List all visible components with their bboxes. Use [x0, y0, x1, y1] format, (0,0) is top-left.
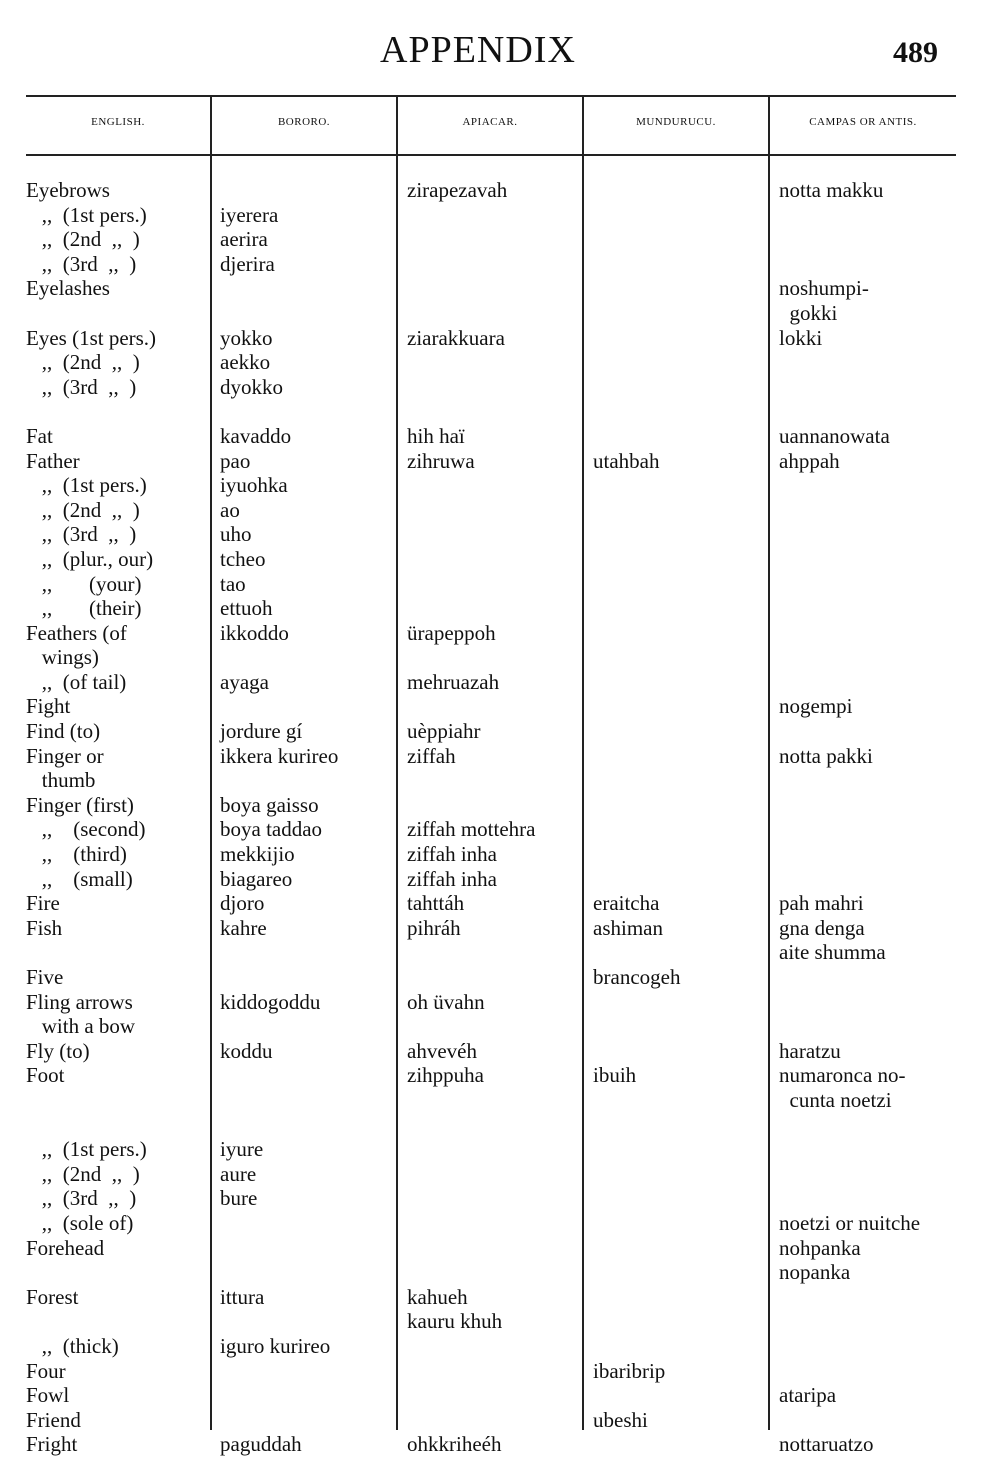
cell-apiacar: zirapezavah	[407, 178, 508, 202]
table-row	[0, 940, 1000, 965]
column-header-english: ENGLISH.	[91, 116, 145, 128]
cell-english: with a bow	[26, 1014, 136, 1039]
cell-english: ,, (3rd ,, )	[26, 251, 137, 276]
cell-english: ,, (second)	[26, 817, 146, 842]
table-row	[0, 1236, 1000, 1261]
table-row	[0, 572, 1000, 597]
cell-apiacar: ziffah inha	[407, 866, 497, 891]
cell-english: Fright	[26, 1432, 78, 1457]
table-row	[0, 1285, 1000, 1310]
cell-campas: ahppah	[779, 448, 840, 473]
table-row	[0, 645, 1000, 670]
cell-english: Fire	[26, 891, 60, 916]
cell-bororo: ittura	[220, 1284, 265, 1309]
cell-english: Forehead	[26, 1235, 105, 1260]
cell-munducuru: utahbah	[593, 448, 660, 473]
table-row	[0, 1211, 1000, 1236]
cell-apiacar: uèppiahr	[407, 719, 481, 744]
cell-english: ,, (1st pers.)	[26, 473, 147, 498]
table-row	[0, 1309, 1000, 1334]
cell-apiacar: hih haï	[407, 423, 465, 448]
table-row	[0, 670, 1000, 695]
table-row	[0, 793, 1000, 818]
cell-bororo: ayaga	[220, 669, 269, 694]
cell-bororo: aekko	[220, 350, 271, 375]
cell-munducuru: brancogeh	[593, 965, 681, 989]
table-row	[0, 965, 1000, 990]
cell-english: Fly (to)	[26, 1038, 90, 1063]
cell-english: ,, (3rd ,, )	[26, 522, 137, 547]
cell-bororo: paguddah	[220, 1432, 302, 1457]
table-row	[0, 326, 1000, 351]
cell-campas: aite shumma	[779, 940, 886, 965]
cell-english: ,, (their)	[26, 596, 142, 621]
cell-campas: haratzu	[779, 1038, 841, 1063]
cell-bororo: ikkera kurireo	[220, 743, 339, 768]
cell-english: Five	[26, 965, 64, 989]
cell-bororo: koddu	[220, 1038, 273, 1063]
cell-bororo: kahre	[220, 915, 267, 940]
cell-english: ,, (small)	[26, 866, 133, 891]
table-row	[0, 1088, 1000, 1113]
table-row	[0, 227, 1000, 252]
cell-bororo: kiddogoddu	[220, 989, 321, 1014]
cell-bororo: iyerera	[220, 202, 279, 227]
cell-english: Eyelashes	[26, 276, 110, 301]
cell-bororo: djerira	[220, 251, 275, 276]
table-row	[0, 1063, 1000, 1088]
cell-campas: uannanowata	[779, 423, 890, 448]
cell-bororo: kavaddo	[220, 423, 292, 448]
cell-bororo: boya taddao	[220, 817, 323, 842]
cell-bororo: aerira	[220, 227, 268, 252]
cell-english: ,, (2nd ,, )	[26, 227, 140, 252]
table-row	[0, 1432, 1000, 1457]
cell-english: ,, (sole of)	[26, 1210, 134, 1235]
cell-bororo: tcheo	[220, 546, 266, 571]
cell-bororo: djoro	[220, 891, 265, 916]
table-row	[0, 842, 1000, 867]
cell-munducuru: ashiman	[593, 915, 663, 940]
cell-campas: nopanka	[779, 1260, 851, 1285]
table-row	[0, 547, 1000, 572]
cell-campas: lokki	[779, 325, 823, 350]
cell-campas: noshumpi-	[779, 276, 869, 301]
cell-bororo: yokko	[220, 325, 273, 350]
cell-bororo: mekkijio	[220, 842, 295, 867]
cell-english: Fish	[26, 915, 63, 940]
table-row	[0, 990, 1000, 1015]
cell-campas: gna denga	[779, 915, 865, 940]
cell-apiacar: zihruwa	[407, 448, 475, 473]
cell-bororo: tao	[220, 571, 246, 596]
cell-apiacar: ürapeppoh	[407, 620, 496, 645]
cell-english: ,, (third)	[26, 842, 127, 867]
table-row	[0, 252, 1000, 277]
table-row	[0, 498, 1000, 523]
cell-english: ,, (2nd ,, )	[26, 1161, 140, 1186]
cell-bororo: ettuoh	[220, 596, 273, 621]
cell-campas: cunta noetzi	[779, 1087, 892, 1112]
cell-bororo: iyuohka	[220, 473, 288, 498]
cell-english: ,, (3rd ,, )	[26, 374, 137, 399]
cell-campas: noetzi or nuitche	[779, 1210, 921, 1235]
cell-apiacar: ziarakkuara	[407, 325, 505, 350]
cell-apiacar: tahttáh	[407, 891, 465, 916]
cell-bororo: dyokko	[220, 374, 283, 399]
cell-english: ,, (2nd ,, )	[26, 497, 140, 522]
cell-english: Feathers (of	[26, 620, 127, 645]
table-row	[0, 1162, 1000, 1187]
cell-apiacar: ahvevéh	[407, 1038, 477, 1063]
vocabulary-table	[0, 178, 1000, 1457]
column-header-munducuru: MUNDURUCU.	[636, 116, 716, 128]
table-row	[0, 867, 1000, 892]
cell-english: Finger or	[26, 743, 104, 768]
table-row	[0, 1334, 1000, 1359]
table-row	[0, 1383, 1000, 1408]
cell-bororo: uho	[220, 522, 252, 547]
table-row	[0, 350, 1000, 375]
cell-campas: numaronca no-	[779, 1063, 906, 1088]
cell-apiacar: zihppuha	[407, 1063, 484, 1088]
table-row	[0, 424, 1000, 449]
table-row	[0, 276, 1000, 301]
column-header-campas: CAMPAS OR ANTIS.	[809, 116, 917, 128]
table-row	[0, 1359, 1000, 1384]
cell-apiacar: mehruazah	[407, 669, 500, 694]
cell-english: Forest	[26, 1284, 79, 1309]
cell-munducuru: eraitcha	[593, 891, 660, 916]
table-row	[0, 1260, 1000, 1285]
cell-munducuru: ibaribrip	[593, 1358, 666, 1383]
cell-english: Foot	[26, 1063, 65, 1088]
cell-english: Fowl	[26, 1383, 70, 1408]
cell-english: ,, (2nd ,, )	[26, 350, 140, 375]
table-row	[0, 203, 1000, 228]
table-row	[0, 522, 1000, 547]
cell-bororo: biagareo	[220, 866, 293, 891]
column-header-bororo: BORORO.	[277, 116, 331, 128]
page-header	[0, 0, 1000, 90]
table-row	[0, 301, 1000, 326]
cell-bororo: ikkoddo	[220, 620, 289, 645]
table-row	[0, 817, 1000, 842]
table-row	[0, 473, 1000, 498]
cell-english: Fling arrows	[26, 989, 133, 1014]
top-rule	[26, 95, 956, 97]
cell-english: ,, (thick)	[26, 1333, 119, 1358]
cell-campas: gokki	[779, 300, 838, 325]
cell-apiacar: oh üvahn	[407, 989, 485, 1014]
cell-apiacar: ziffah inha	[407, 842, 497, 867]
table-row	[0, 891, 1000, 916]
cell-bororo: bure	[220, 1186, 258, 1211]
cell-apiacar: ziffah	[407, 743, 456, 768]
cell-english: Eyes (1st pers.)	[26, 325, 157, 350]
cell-english: Four	[26, 1358, 66, 1383]
cell-munducuru: ubeshi	[593, 1407, 648, 1432]
cell-campas: nogempi	[779, 694, 853, 719]
cell-campas: nohpanka	[779, 1235, 861, 1260]
cell-english: Eyebrows	[26, 178, 110, 202]
table-row	[0, 449, 1000, 474]
table-row	[0, 621, 1000, 646]
cell-campas: pah mahri	[779, 891, 864, 916]
page-title: APPENDIX	[380, 29, 576, 71]
table-row	[0, 719, 1000, 744]
cell-english: ,, (1st pers.)	[26, 202, 147, 227]
cell-english: Find (to)	[26, 719, 101, 744]
column-header-apiacar: APIACAR.	[462, 116, 518, 128]
table-row	[0, 1186, 1000, 1211]
cell-bororo: boya gaisso	[220, 792, 319, 817]
table-row	[0, 768, 1000, 793]
table-row	[0, 916, 1000, 941]
cell-english: Father	[26, 448, 80, 473]
cell-bororo: iyure	[220, 1137, 264, 1162]
cell-english: wings)	[26, 645, 99, 670]
cell-munducuru: ibuih	[593, 1063, 637, 1088]
cell-apiacar: ziffah mottehra	[407, 817, 536, 842]
cell-english: thumb	[26, 768, 96, 793]
cell-apiacar: pihráh	[407, 915, 461, 940]
table-row	[0, 1408, 1000, 1433]
cell-bororo: ao	[220, 497, 240, 522]
table-row	[0, 694, 1000, 719]
table-row	[0, 178, 1000, 203]
table-row	[0, 375, 1000, 400]
cell-bororo: jordure gí	[220, 719, 303, 744]
table-row	[0, 596, 1000, 621]
cell-english: ,, (your)	[26, 571, 142, 596]
table-row	[0, 1014, 1000, 1039]
cell-apiacar: kauru khuh	[407, 1309, 503, 1334]
cell-english: Fight	[26, 694, 71, 719]
cell-bororo: aure	[220, 1161, 257, 1186]
cell-campas: notta pakki	[779, 743, 873, 768]
table-row	[0, 744, 1000, 769]
table-row	[0, 1039, 1000, 1064]
cell-english: ,, (1st pers.)	[26, 1137, 147, 1162]
cell-campas: nottaruatzo	[779, 1432, 874, 1457]
table-row	[0, 1137, 1000, 1162]
cell-bororo: pao	[220, 448, 251, 473]
header-rule	[26, 154, 956, 156]
page-number: 489	[893, 36, 938, 69]
table-row	[0, 1113, 1000, 1138]
cell-campas: ataripa	[779, 1383, 837, 1408]
cell-english: Finger (first)	[26, 792, 134, 817]
cell-english: ,, (3rd ,, )	[26, 1186, 137, 1211]
cell-apiacar: kahueh	[407, 1284, 468, 1309]
cell-english: Friend	[26, 1407, 81, 1432]
table-row	[0, 399, 1000, 424]
cell-campas: notta makku	[779, 178, 884, 202]
cell-apiacar: ohkkriheéh	[407, 1432, 502, 1457]
cell-english: ,, (plur., our)	[26, 546, 154, 571]
cell-english: ,, (of tail)	[26, 669, 127, 694]
cell-english: Fat	[26, 423, 53, 448]
cell-bororo: iguro kurireo	[220, 1333, 331, 1358]
